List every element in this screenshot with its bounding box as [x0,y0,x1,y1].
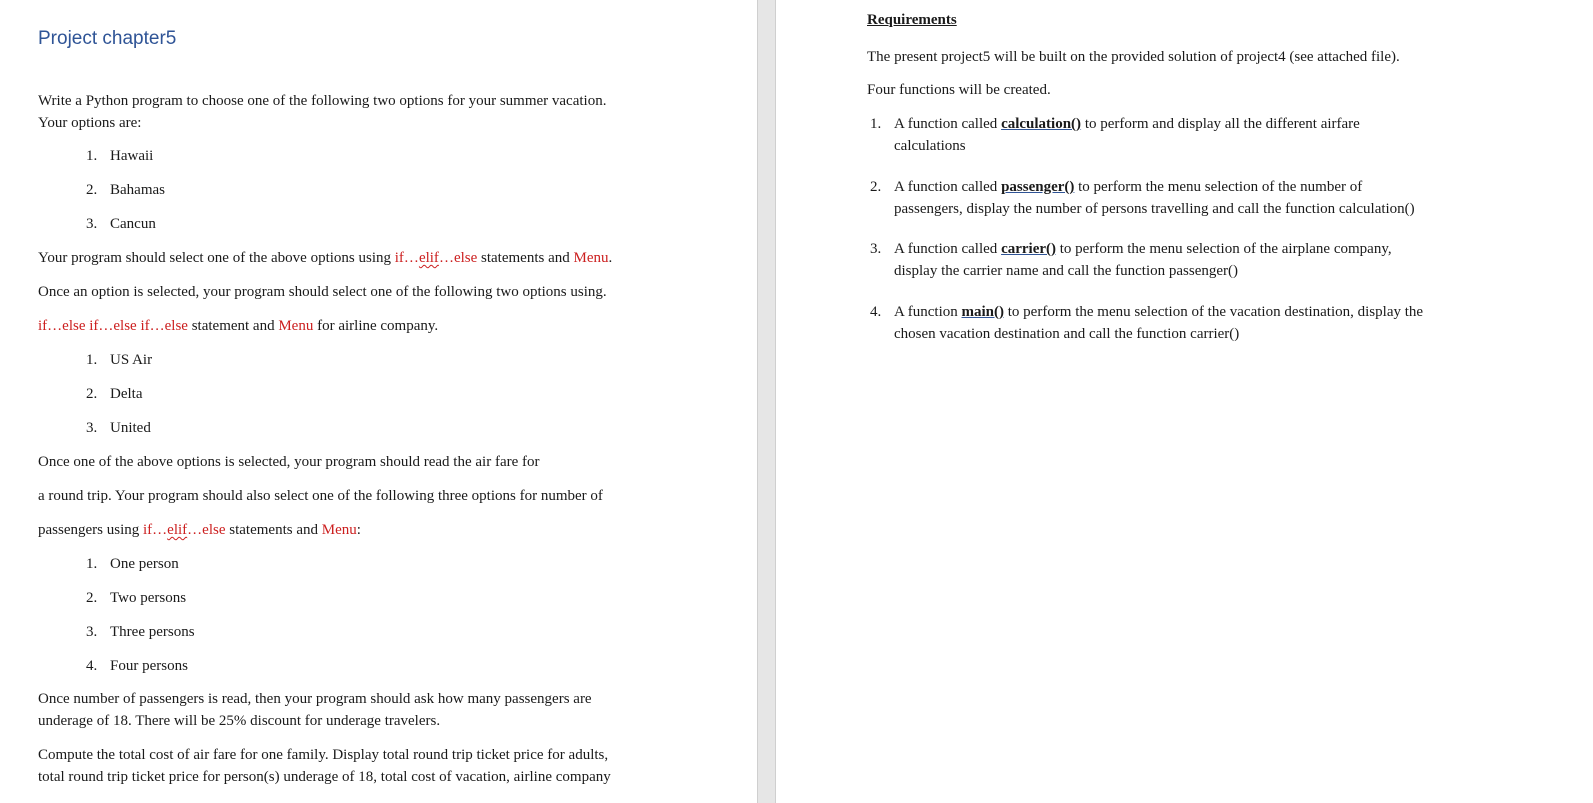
list-item [86,383,142,405]
requirement-line-1 [894,238,1392,260]
text-run: A function called [894,179,1002,195]
requirement-line-2: chosen vacation destination and call the function carrier() [894,326,1240,342]
keyword-else: …else [438,250,478,266]
list-number: 3. [870,241,882,257]
intro-line-1: Write a Python program to choose one of the following two options for your summer vacation. [38,93,607,109]
keyword-elif: elif [167,522,188,538]
requirements-paragraph-1: The present project5 will be built on the provided solution of project4 (see attached file). [867,49,1400,65]
fare-line-1: Once one of the above options is selected, your program should read the air fare for [38,454,540,470]
text-run: to perform the menu selection of the number of [1074,179,1363,195]
fare-line-2: a round trip. Your program should also select one of the following three options for number of [38,488,603,504]
list-label: United [110,420,151,436]
requirement-line-2: passengers, display the number of persons travelling and call the function calculation() [894,201,1415,217]
list-number: 1. [86,352,98,368]
select-destination-paragraph [38,247,612,269]
list-label: One person [110,556,179,572]
text-run: for airline company. [313,318,439,334]
page-gutter [757,0,776,803]
text-run: passengers using [38,522,143,538]
text-run: to perform the menu selection of the vacation destination, display the [1004,304,1424,320]
page-title: Project chapter5 [38,28,177,49]
airline-statement [38,315,438,337]
text-run: to perform the menu selection of the airplane company, [1056,241,1392,257]
list-label: Four persons [110,658,188,674]
text-run: statements and [477,250,574,266]
list-number: 3. [86,216,98,232]
requirement-item [870,238,1392,282]
text-run: statement and [187,318,279,334]
function-name: calculation() [1001,116,1082,132]
list-number: 1. [870,116,882,132]
list-label: Delta [110,386,143,402]
list-number: 2. [86,386,98,402]
compute-line-1: Compute the total cost of air fare for one family. Display total round trip ticket price for adults, [38,747,609,763]
text-run: Your program should select one of the above options using [38,250,395,266]
airline-intro: Once an option is selected, your program should select one of the following two options using. [38,284,607,300]
requirement-item [870,176,1415,220]
list-number: 4. [86,658,98,674]
list-number: 2. [86,590,98,606]
keyword-if: if… [143,522,168,538]
function-name: main() [961,304,1004,320]
list-number: 2. [86,182,98,198]
list-item [86,621,195,643]
text-run: A function [894,304,962,320]
text-run: statements and [225,522,322,538]
requirements-paragraph-2: Four functions will be created. [867,82,1051,98]
intro-line-2: Your options are: [38,115,142,131]
list-number: 3. [86,624,98,640]
requirement-line-1 [894,301,1423,323]
list-item [86,179,165,201]
gutter-edge [757,0,758,803]
compute-line-2: total round trip ticket price for person(s) underage of 18, total cost of vacation, airline company [38,769,611,785]
function-name: passenger() [1001,179,1075,195]
list-number: 4. [870,304,882,320]
keyword-if-else-chain: if…else if…else if…else [38,318,188,334]
text-run: A function called [894,241,1002,257]
list-label: Bahamas [110,182,165,198]
list-label: Hawaii [110,148,154,164]
list-number: 1. [86,148,98,164]
requirement-item [870,113,1360,157]
function-name: carrier() [1001,241,1057,257]
list-number: 2. [870,179,882,195]
passengers-statement [38,519,361,541]
keyword-else: …else [187,522,226,538]
text-run: : [356,522,361,538]
list-number: 1. [86,556,98,572]
list-item [86,145,153,167]
list-item [86,213,156,235]
requirements-heading: Requirements [867,12,957,28]
list-label: Two persons [110,590,187,606]
list-item [86,655,188,677]
text-run: A function called [894,116,1002,132]
list-item [86,587,186,609]
underage-line-1: Once number of passengers is read, then your program should ask how many passengers are [38,691,592,707]
list-label: Cancun [110,216,156,232]
keyword-elif: elif [418,250,439,266]
keyword-menu: Menu [278,318,314,334]
keyword-menu: Menu [573,250,609,266]
keyword-if: if… [394,250,419,266]
list-item [86,553,179,575]
list-item [86,349,152,371]
requirement-item [870,301,1424,345]
list-label: Three persons [110,624,195,640]
document-page-right [776,0,1593,803]
text-run: to perform and display all the different airfare [1081,116,1360,132]
underage-line-2: underage of 18. There will be 25% discount for underage travelers. [38,713,441,729]
list-number: 3. [86,420,98,436]
text-run: . [608,250,613,266]
list-label: US Air [110,352,153,368]
requirement-line-1 [894,113,1360,135]
list-item [86,417,151,439]
requirement-line-2: display the carrier name and call the function passenger() [894,263,1239,279]
requirement-line-1 [894,176,1415,198]
keyword-menu: Menu [321,522,357,538]
document-page-left [0,0,757,803]
requirement-line-2: calculations [894,138,966,154]
